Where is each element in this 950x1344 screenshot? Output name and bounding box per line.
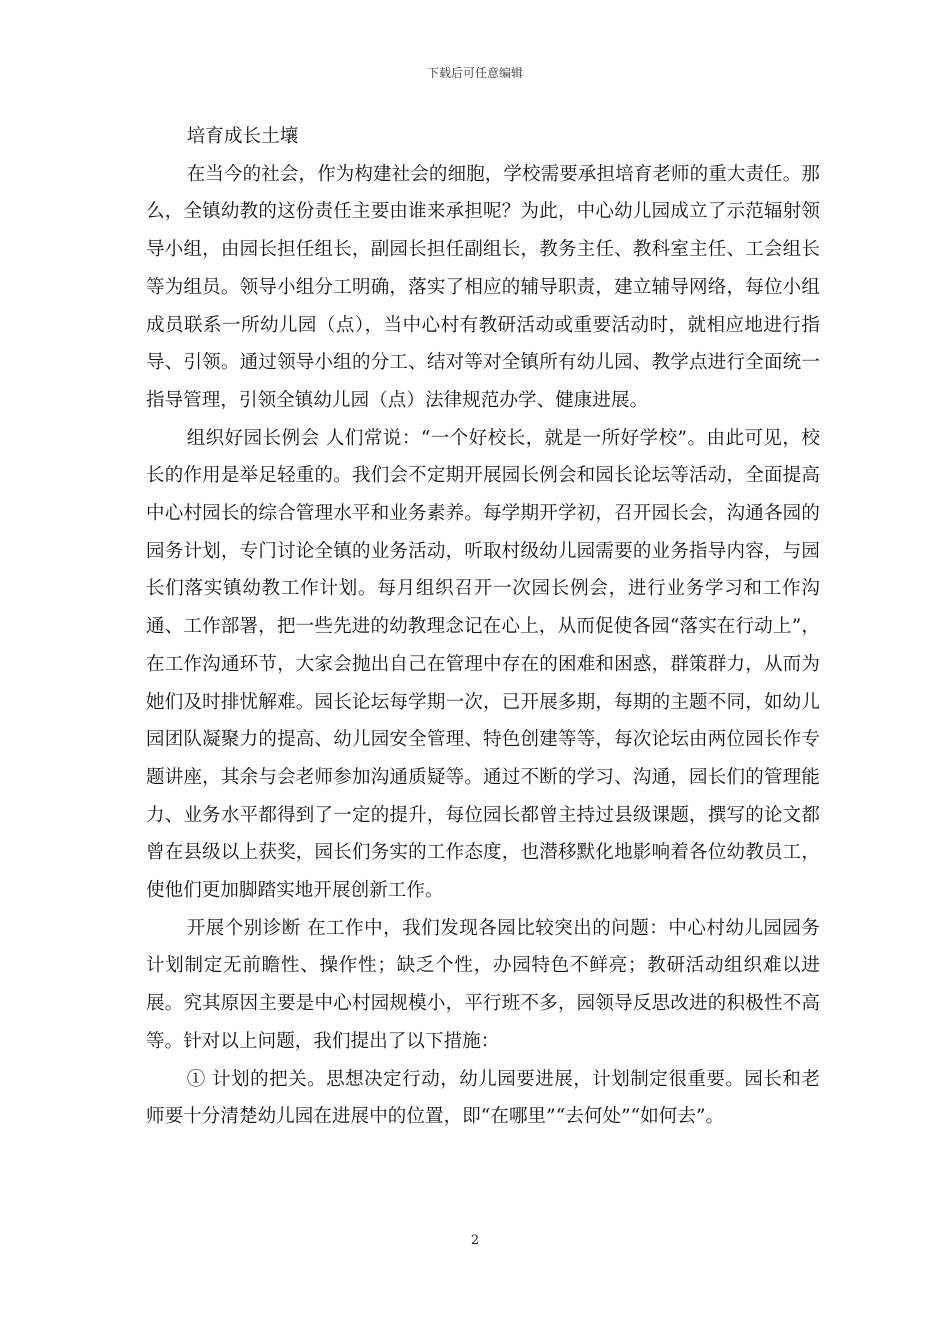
body-paragraph: ① 计划的把关。思想决定行动，幼儿园要进展，计划制定很重要。园长和老师要十分清楚幼儿园在进展中的位置，即“在哪里”“去何处”“如何去”。 — [146, 1068, 820, 1128]
body-paragraph: 在当今的社会，作为构建社会的细胞，学校需要承担培育老师的重大责任。那么，全镇幼教的这份责任主要由谁来承担呢？为此，中心幼儿园成立了示范辐射领导小组，由园长担任组长，副园长担任副组长，教务主任、教科室主任、工会组长等为组员。领导小组分工明确，落实了相应的辅导职责，建立辅导网络，每位小组成员联系一所幼儿园（点），当中心村有教研活动或重要活动时，就相应地进行指导、引领。通过领导小组的分工、结对等对全镇所有幼儿园、教学点进行全面统一指导管理，引领全镇幼儿园（点）法律规范办学、健康进展。 — [146, 163, 820, 411]
body-paragraph: 开展个别诊断 在工作中，我们发现各园比较突出的问题：中心村幼儿园园务计划制定无前瞻性、操作性；缺乏个性，办园特色不鲜亮；教研活动组织难以进展。究其原因主要是中心村园规模小，平行班不多，园领导反思改进的积极性不高等。针对以上问题，我们提出了以下措施： — [146, 917, 820, 1052]
document-body — [146, 118, 820, 1136]
page-header: 下载后可任意编辑 — [426, 66, 523, 80]
body-paragraph: 组织好园长例会 人们常说：“一个好校长，就是一所好学校”。由此可见，校长的作用是举足轻重的。我们会不定期开展园长例会和园长论坛等活动，全面提高中心村园长的综合管理水平和业务素养。每学期开学初，召开园长会，沟通各园的园务计划，专门讨论全镇的业务活动，听取村级幼儿园需要的业务指导内容，与园长们落实镇幼教工作计划。每月组织召开一次园长例会，进行业务学习和工作沟通、工作部署，把一些先进的幼教理念记在心上，从而促使各园“落实在行动上”，在工作沟通环节，大家会抛出自己在管理中存在的困难和困惑，群策群力，从而为她们及时排忧解难。园长论坛每学期一次，已开展多期，每期的主题不同，如幼儿园团队凝聚力的提高、幼儿园安全管理、特色创建等等，每次论坛由两位园长作专题讲座，其余与会老师参加沟通质疑等。通过不断的学习、沟通，园长们的管理能力、业务水平都得到了一定的提升，每位园长都曾主持过县级课题，撰写的论文都曾在县级以上获奖，园长们务实的工作态度，也潜移默化地影响着各位幼教员工，使他们更加脚踏实地开展创新工作。 — [146, 427, 820, 902]
page-number: 2 — [470, 1233, 480, 1248]
section-heading: 培育成长土壤 — [186, 126, 299, 147]
